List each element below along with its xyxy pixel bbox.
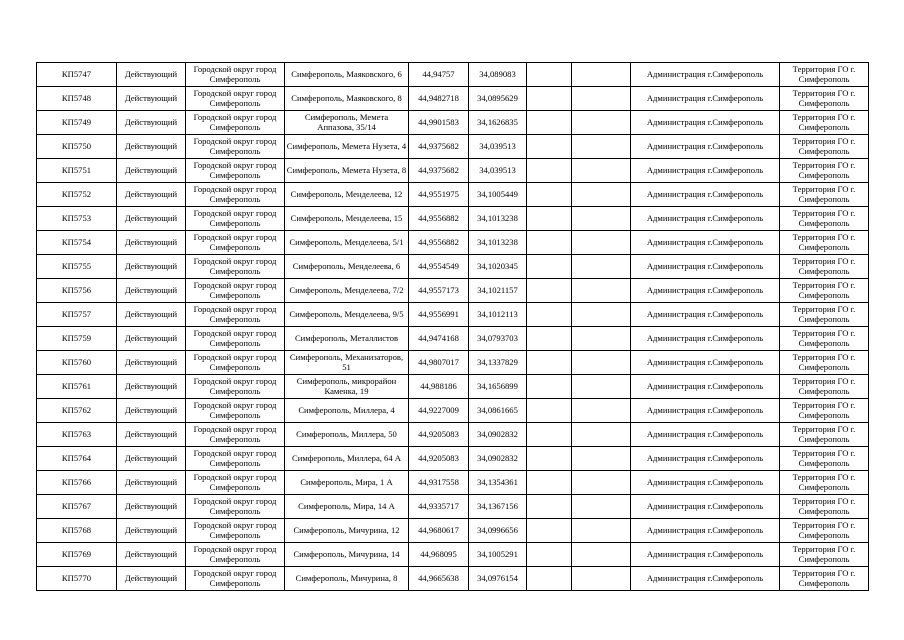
cell-latitude: 44,9205083 xyxy=(409,447,469,471)
cell-status: Действующий xyxy=(117,351,186,375)
cell-address: Симферополь, Мира, 14 А xyxy=(285,495,409,519)
cell-empty-1 xyxy=(527,279,572,303)
cell-district: Городской округ город Симферополь xyxy=(186,327,285,351)
cell-longitude: 34,0902832 xyxy=(469,423,527,447)
cell-longitude: 34,1626835 xyxy=(469,111,527,135)
table-row xyxy=(37,351,869,375)
cell-code: КП5767 xyxy=(37,495,117,519)
cell-status: Действующий xyxy=(117,207,186,231)
cell-empty-1 xyxy=(527,447,572,471)
cell-empty-1 xyxy=(527,135,572,159)
cell-owner: Администрация г.Симферополь xyxy=(631,303,780,327)
cell-status: Действующий xyxy=(117,111,186,135)
cell-code: КП5759 xyxy=(37,327,117,351)
cell-empty-1 xyxy=(527,543,572,567)
cell-district: Городской округ город Симферополь xyxy=(186,279,285,303)
cell-empty-2 xyxy=(572,279,631,303)
cell-address: Симферополь, Мемета Нузета, 8 xyxy=(285,159,409,183)
cell-territory: Территория ГО г. Симферополь xyxy=(780,135,869,159)
cell-status: Действующий xyxy=(117,471,186,495)
cell-territory: Территория ГО г. Симферополь xyxy=(780,495,869,519)
cell-code: КП5768 xyxy=(37,519,117,543)
cell-longitude: 34,1337829 xyxy=(469,351,527,375)
cell-code: КП5763 xyxy=(37,423,117,447)
cell-status: Действующий xyxy=(117,255,186,279)
cell-owner: Администрация г.Симферополь xyxy=(631,423,780,447)
cell-owner: Администрация г.Симферополь xyxy=(631,447,780,471)
cell-status: Действующий xyxy=(117,183,186,207)
cell-longitude: 34,1005291 xyxy=(469,543,527,567)
cell-district: Городской округ город Симферополь xyxy=(186,63,285,87)
cell-status: Действующий xyxy=(117,567,186,591)
cell-empty-2 xyxy=(572,87,631,111)
table-row xyxy=(37,279,869,303)
cell-empty-1 xyxy=(527,327,572,351)
cell-owner: Администрация г.Симферополь xyxy=(631,279,780,303)
cell-code: КП5764 xyxy=(37,447,117,471)
cell-empty-2 xyxy=(572,63,631,87)
cell-owner: Администрация г.Симферополь xyxy=(631,87,780,111)
table-row xyxy=(37,375,869,399)
cell-latitude: 44,94757 xyxy=(409,63,469,87)
cell-address: Симферополь, Маяковского, 6 xyxy=(285,63,409,87)
cell-empty-2 xyxy=(572,231,631,255)
cell-owner: Администрация г.Симферополь xyxy=(631,519,780,543)
cell-empty-2 xyxy=(572,255,631,279)
cell-address: Симферополь, Миллера, 4 xyxy=(285,399,409,423)
cell-owner: Администрация г.Симферополь xyxy=(631,63,780,87)
table-row xyxy=(37,303,869,327)
cell-empty-2 xyxy=(572,423,631,447)
table-row xyxy=(37,207,869,231)
cell-longitude: 34,0895629 xyxy=(469,87,527,111)
cell-code: КП5751 xyxy=(37,159,117,183)
table-row xyxy=(37,567,869,591)
cell-code: КП5761 xyxy=(37,375,117,399)
cell-district: Городской округ город Симферополь xyxy=(186,183,285,207)
cell-address: Симферополь, Мира, 1 А xyxy=(285,471,409,495)
cell-address: Симферополь, Менделеева, 5/1 xyxy=(285,231,409,255)
cell-empty-2 xyxy=(572,519,631,543)
cell-status: Действующий xyxy=(117,159,186,183)
cell-latitude: 44,9807017 xyxy=(409,351,469,375)
cell-status: Действующий xyxy=(117,375,186,399)
table-row xyxy=(37,543,869,567)
cell-latitude: 44,9665638 xyxy=(409,567,469,591)
cell-address: Симферополь, Миллера, 64 А xyxy=(285,447,409,471)
cell-latitude: 44,9227009 xyxy=(409,399,469,423)
cell-empty-1 xyxy=(527,303,572,327)
cell-longitude: 34,1005449 xyxy=(469,183,527,207)
cell-district: Городской округ город Симферополь xyxy=(186,87,285,111)
cell-district: Городской округ город Симферополь xyxy=(186,423,285,447)
cell-latitude: 44,9375682 xyxy=(409,159,469,183)
cell-status: Действующий xyxy=(117,327,186,351)
cell-address: Симферополь, Менделеева, 15 xyxy=(285,207,409,231)
cell-code: КП5760 xyxy=(37,351,117,375)
table-row xyxy=(37,255,869,279)
cell-district: Городской округ город Симферополь xyxy=(186,399,285,423)
table-row xyxy=(37,327,869,351)
cell-code: КП5762 xyxy=(37,399,117,423)
cell-latitude: 44,9901583 xyxy=(409,111,469,135)
cell-longitude: 34,1013238 xyxy=(469,207,527,231)
cell-territory: Территория ГО г. Симферополь xyxy=(780,471,869,495)
cell-status: Действующий xyxy=(117,303,186,327)
cell-district: Городской округ город Симферополь xyxy=(186,303,285,327)
cell-latitude: 44,9680617 xyxy=(409,519,469,543)
cell-address: Симферополь, Менделеева, 12 xyxy=(285,183,409,207)
cell-code: КП5750 xyxy=(37,135,117,159)
cell-latitude: 44,9482718 xyxy=(409,87,469,111)
cell-empty-1 xyxy=(527,255,572,279)
cell-territory: Территория ГО г. Симферополь xyxy=(780,327,869,351)
table-row xyxy=(37,159,869,183)
cell-owner: Администрация г.Симферополь xyxy=(631,471,780,495)
cell-empty-2 xyxy=(572,399,631,423)
cell-empty-2 xyxy=(572,375,631,399)
cell-longitude: 34,1367156 xyxy=(469,495,527,519)
cell-longitude: 34,1020345 xyxy=(469,255,527,279)
table-row xyxy=(37,87,869,111)
cell-district: Городской округ город Симферополь xyxy=(186,519,285,543)
cell-district: Городской округ город Симферополь xyxy=(186,375,285,399)
cell-owner: Администрация г.Симферополь xyxy=(631,543,780,567)
cell-code: КП5749 xyxy=(37,111,117,135)
cell-status: Действующий xyxy=(117,87,186,111)
cell-territory: Территория ГО г. Симферополь xyxy=(780,63,869,87)
cell-district: Городской округ город Симферополь xyxy=(186,567,285,591)
cell-owner: Администрация г.Симферополь xyxy=(631,495,780,519)
cell-empty-2 xyxy=(572,303,631,327)
table-row xyxy=(37,135,869,159)
cell-district: Городской округ город Симферополь xyxy=(186,495,285,519)
cell-territory: Территория ГО г. Симферополь xyxy=(780,207,869,231)
cell-longitude: 34,089083 xyxy=(469,63,527,87)
table-row xyxy=(37,495,869,519)
table-row xyxy=(37,447,869,471)
registry-table xyxy=(36,62,869,591)
cell-latitude: 44,988186 xyxy=(409,375,469,399)
table-row xyxy=(37,423,869,447)
cell-district: Городской округ город Симферополь xyxy=(186,135,285,159)
cell-address: Симферополь, Менделеева, 6 xyxy=(285,255,409,279)
cell-latitude: 44,9556882 xyxy=(409,207,469,231)
cell-empty-2 xyxy=(572,111,631,135)
cell-latitude: 44,9375682 xyxy=(409,135,469,159)
cell-territory: Территория ГО г. Симферополь xyxy=(780,519,869,543)
cell-address: Симферополь, Мичурина, 8 xyxy=(285,567,409,591)
cell-empty-2 xyxy=(572,567,631,591)
cell-empty-1 xyxy=(527,63,572,87)
cell-territory: Территория ГО г. Симферополь xyxy=(780,351,869,375)
cell-owner: Администрация г.Симферополь xyxy=(631,231,780,255)
cell-address: Симферополь, Мичурина, 12 xyxy=(285,519,409,543)
table-row xyxy=(37,63,869,87)
cell-status: Действующий xyxy=(117,543,186,567)
cell-empty-1 xyxy=(527,207,572,231)
table-row xyxy=(37,471,869,495)
cell-territory: Территория ГО г. Симферополь xyxy=(780,111,869,135)
cell-owner: Администрация г.Симферополь xyxy=(631,135,780,159)
cell-address: Симферополь, Металлистов xyxy=(285,327,409,351)
cell-empty-1 xyxy=(527,159,572,183)
cell-address: Симферополь, Миллера, 50 xyxy=(285,423,409,447)
cell-territory: Территория ГО г. Симферополь xyxy=(780,543,869,567)
cell-territory: Территория ГО г. Симферополь xyxy=(780,231,869,255)
cell-empty-1 xyxy=(527,351,572,375)
cell-empty-2 xyxy=(572,495,631,519)
cell-status: Действующий xyxy=(117,135,186,159)
cell-code: КП5748 xyxy=(37,87,117,111)
cell-owner: Администрация г.Симферополь xyxy=(631,375,780,399)
cell-status: Действующий xyxy=(117,447,186,471)
cell-empty-2 xyxy=(572,135,631,159)
cell-latitude: 44,9556991 xyxy=(409,303,469,327)
cell-district: Городской округ город Симферополь xyxy=(186,231,285,255)
cell-territory: Территория ГО г. Симферополь xyxy=(780,87,869,111)
table-row xyxy=(37,231,869,255)
cell-territory: Территория ГО г. Симферополь xyxy=(780,255,869,279)
table-row xyxy=(37,111,869,135)
cell-empty-1 xyxy=(527,519,572,543)
cell-district: Городской округ город Симферополь xyxy=(186,471,285,495)
cell-address: Симферополь, микрорайон Каменка, 19 xyxy=(285,375,409,399)
cell-empty-1 xyxy=(527,375,572,399)
cell-code: КП5747 xyxy=(37,63,117,87)
table-body xyxy=(37,63,869,591)
cell-latitude: 44,9335717 xyxy=(409,495,469,519)
cell-longitude: 34,0861665 xyxy=(469,399,527,423)
cell-address: Симферополь, Мемета Аппазова, 35/14 xyxy=(285,111,409,135)
table-row xyxy=(37,519,869,543)
cell-owner: Администрация г.Симферополь xyxy=(631,567,780,591)
cell-code: КП5755 xyxy=(37,255,117,279)
cell-code: КП5756 xyxy=(37,279,117,303)
cell-longitude: 34,1021157 xyxy=(469,279,527,303)
cell-code: КП5769 xyxy=(37,543,117,567)
table-row xyxy=(37,183,869,207)
cell-address: Симферополь, Механизаторов, 51 xyxy=(285,351,409,375)
cell-empty-2 xyxy=(572,351,631,375)
cell-status: Действующий xyxy=(117,495,186,519)
cell-longitude: 34,1013238 xyxy=(469,231,527,255)
cell-latitude: 44,9551975 xyxy=(409,183,469,207)
cell-district: Городской округ город Симферополь xyxy=(186,159,285,183)
cell-address: Симферополь, Менделеева, 7/2 xyxy=(285,279,409,303)
cell-status: Действующий xyxy=(117,279,186,303)
cell-district: Городской округ город Симферополь xyxy=(186,207,285,231)
cell-status: Действующий xyxy=(117,423,186,447)
cell-district: Городской округ город Симферополь xyxy=(186,351,285,375)
cell-longitude: 34,1012113 xyxy=(469,303,527,327)
cell-empty-2 xyxy=(572,159,631,183)
cell-longitude: 34,1656899 xyxy=(469,375,527,399)
cell-empty-2 xyxy=(572,327,631,351)
cell-district: Городской округ город Симферополь xyxy=(186,447,285,471)
cell-latitude: 44,9556882 xyxy=(409,231,469,255)
cell-longitude: 34,0902832 xyxy=(469,447,527,471)
cell-code: КП5752 xyxy=(37,183,117,207)
cell-latitude: 44,9557173 xyxy=(409,279,469,303)
cell-address: Симферополь, Мичурина, 14 xyxy=(285,543,409,567)
cell-owner: Администрация г.Симферополь xyxy=(631,327,780,351)
cell-longitude: 34,1354361 xyxy=(469,471,527,495)
cell-longitude: 34,0996656 xyxy=(469,519,527,543)
cell-empty-1 xyxy=(527,471,572,495)
cell-empty-2 xyxy=(572,447,631,471)
cell-empty-1 xyxy=(527,183,572,207)
cell-owner: Администрация г.Симферополь xyxy=(631,111,780,135)
cell-district: Городской округ город Симферополь xyxy=(186,111,285,135)
cell-status: Действующий xyxy=(117,519,186,543)
cell-status: Действующий xyxy=(117,63,186,87)
cell-empty-1 xyxy=(527,399,572,423)
cell-longitude: 34,039513 xyxy=(469,135,527,159)
cell-territory: Территория ГО г. Симферополь xyxy=(780,375,869,399)
cell-code: КП5770 xyxy=(37,567,117,591)
cell-territory: Территория ГО г. Симферополь xyxy=(780,423,869,447)
cell-address: Симферополь, Менделеева, 9/5 xyxy=(285,303,409,327)
cell-owner: Администрация г.Симферополь xyxy=(631,399,780,423)
cell-latitude: 44,9317558 xyxy=(409,471,469,495)
cell-status: Действующий xyxy=(117,399,186,423)
cell-empty-2 xyxy=(572,207,631,231)
cell-latitude: 44,9205083 xyxy=(409,423,469,447)
cell-district: Городской округ город Симферополь xyxy=(186,255,285,279)
cell-owner: Администрация г.Симферополь xyxy=(631,159,780,183)
cell-empty-1 xyxy=(527,423,572,447)
cell-empty-2 xyxy=(572,471,631,495)
cell-owner: Администрация г.Симферополь xyxy=(631,183,780,207)
cell-code: КП5753 xyxy=(37,207,117,231)
cell-territory: Территория ГО г. Симферополь xyxy=(780,159,869,183)
cell-latitude: 44,9474168 xyxy=(409,327,469,351)
cell-territory: Территория ГО г. Симферополь xyxy=(780,399,869,423)
cell-owner: Администрация г.Симферополь xyxy=(631,207,780,231)
cell-address: Симферополь, Маяковского, 8 xyxy=(285,87,409,111)
cell-empty-1 xyxy=(527,495,572,519)
cell-territory: Территория ГО г. Симферополь xyxy=(780,279,869,303)
cell-longitude: 34,0976154 xyxy=(469,567,527,591)
cell-empty-1 xyxy=(527,567,572,591)
cell-empty-2 xyxy=(572,183,631,207)
cell-empty-2 xyxy=(572,543,631,567)
cell-code: КП5754 xyxy=(37,231,117,255)
cell-code: КП5766 xyxy=(37,471,117,495)
cell-code: КП5757 xyxy=(37,303,117,327)
cell-longitude: 34,0793703 xyxy=(469,327,527,351)
cell-district: Городской округ город Симферополь xyxy=(186,543,285,567)
cell-status: Действующий xyxy=(117,231,186,255)
cell-owner: Администрация г.Симферополь xyxy=(631,255,780,279)
cell-address: Симферополь, Мемета Нузета, 4 xyxy=(285,135,409,159)
cell-territory: Территория ГО г. Симферополь xyxy=(780,567,869,591)
table-row xyxy=(37,399,869,423)
cell-latitude: 44,9554549 xyxy=(409,255,469,279)
cell-empty-1 xyxy=(527,87,572,111)
cell-longitude: 34,039513 xyxy=(469,159,527,183)
cell-empty-1 xyxy=(527,231,572,255)
cell-latitude: 44,968095 xyxy=(409,543,469,567)
cell-territory: Территория ГО г. Симферополь xyxy=(780,447,869,471)
cell-territory: Территория ГО г. Симферополь xyxy=(780,183,869,207)
cell-owner: Администрация г.Симферополь xyxy=(631,351,780,375)
cell-territory: Территория ГО г. Симферополь xyxy=(780,303,869,327)
cell-empty-1 xyxy=(527,111,572,135)
